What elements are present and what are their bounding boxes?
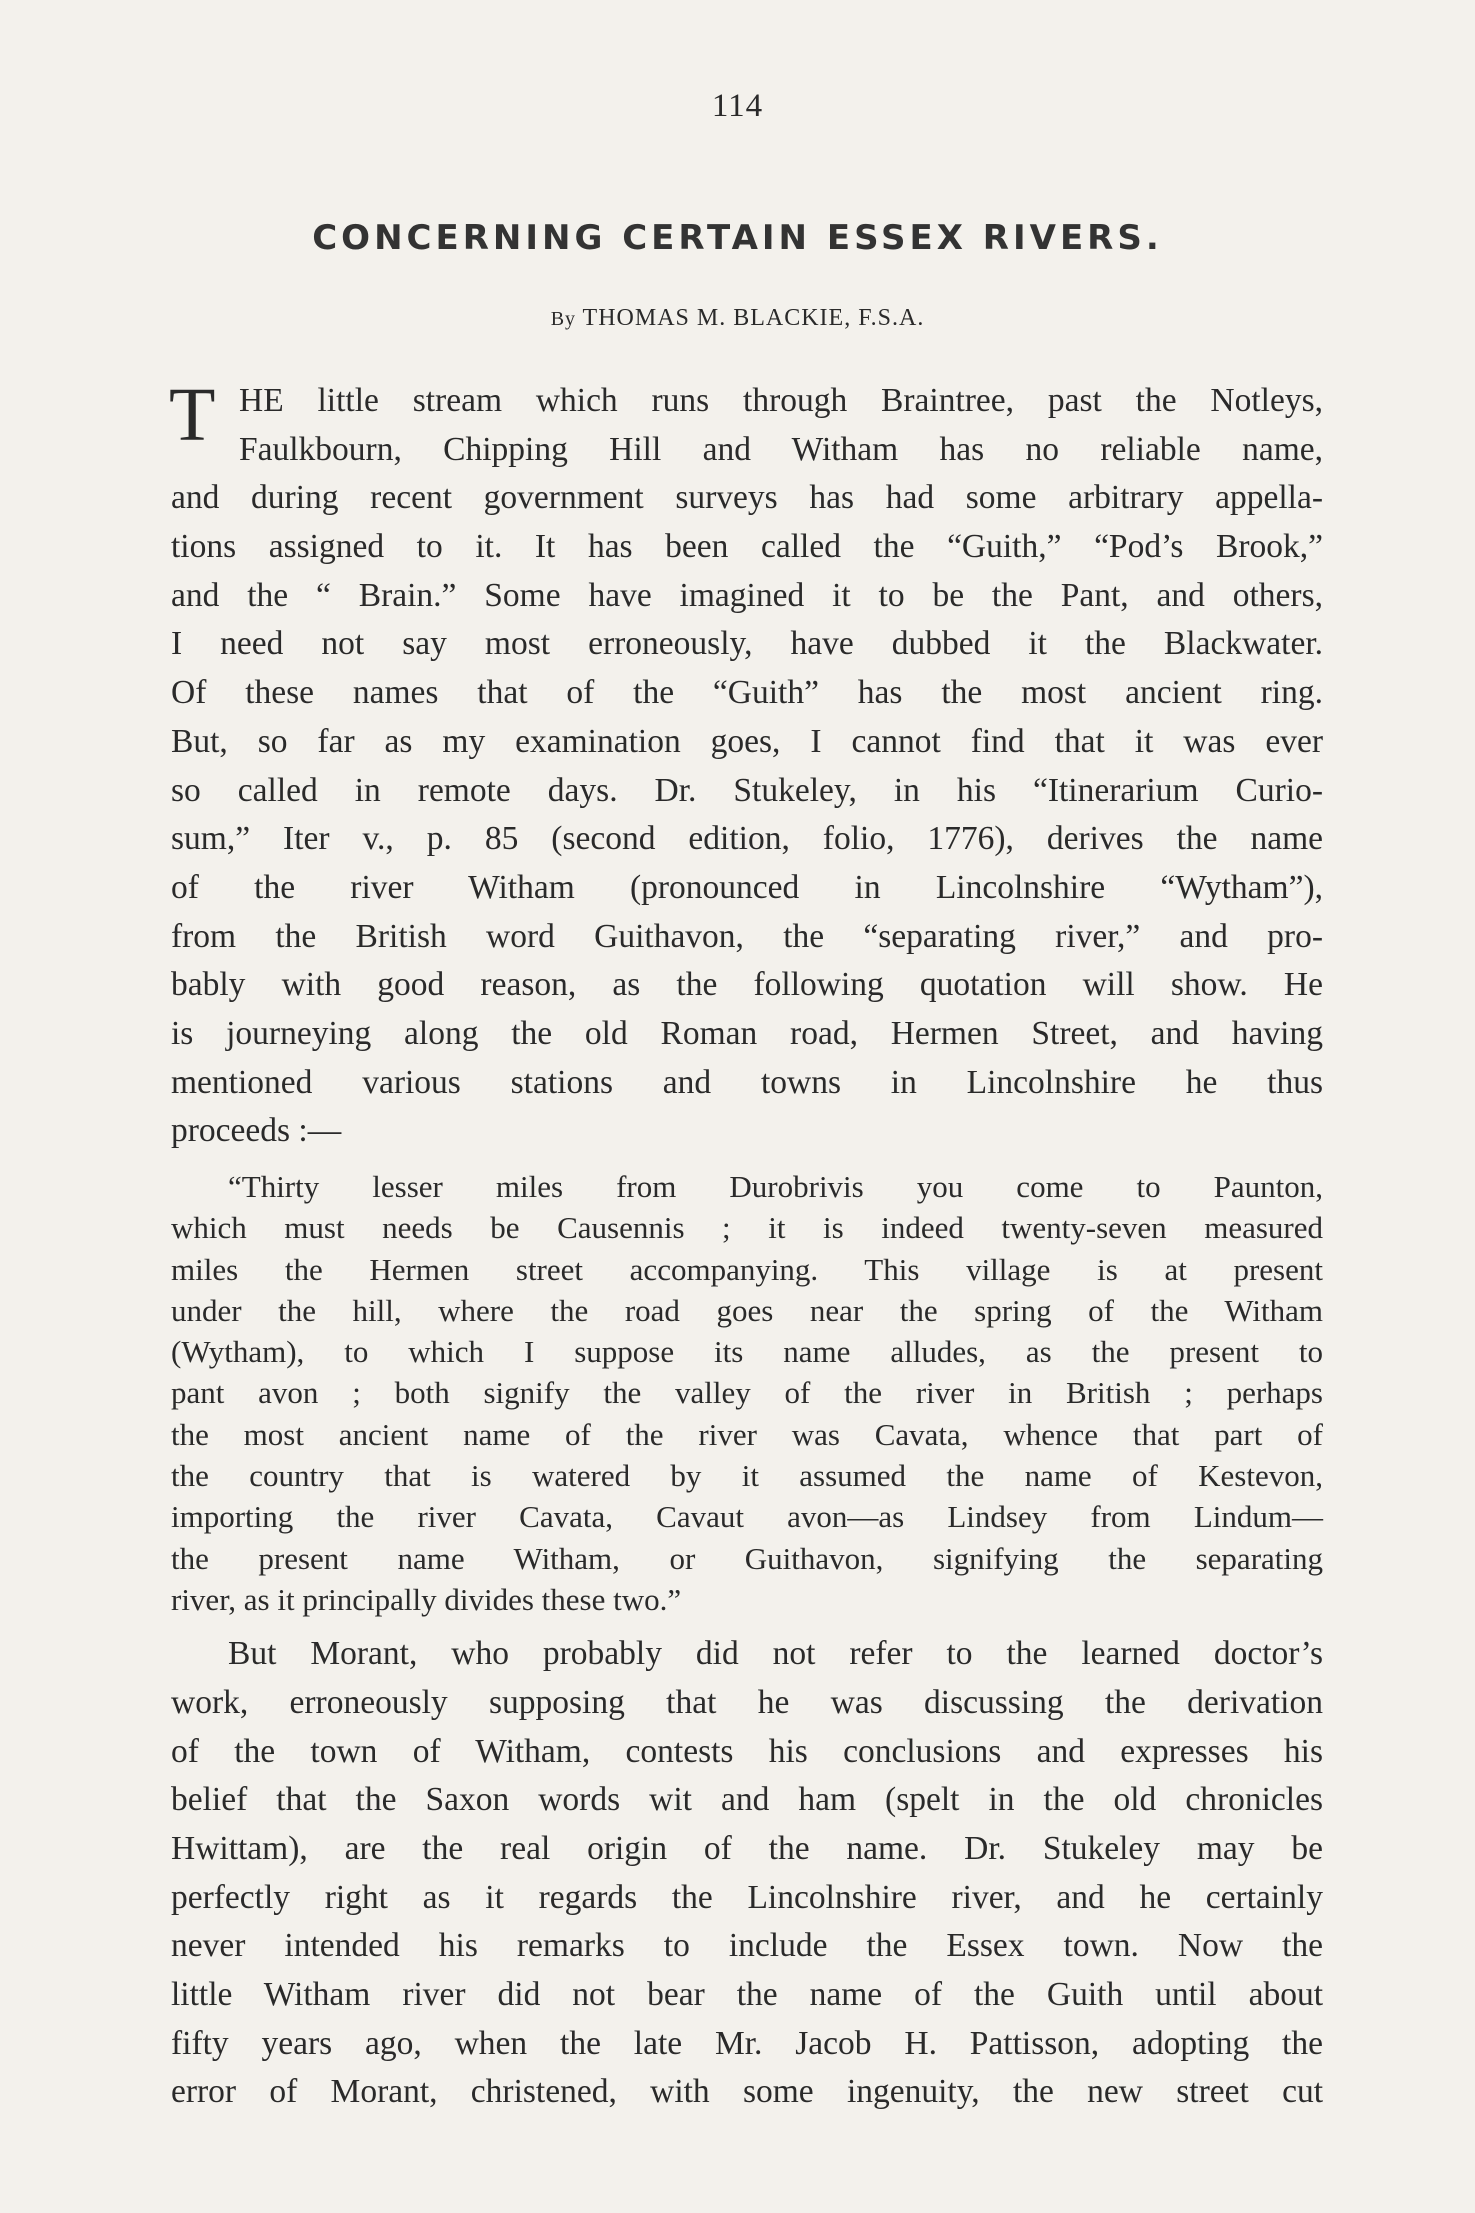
quote-line: which must needs be Causennis ; it is indeed twenty-seven measured xyxy=(171,1210,1323,1246)
text-line: HE little stream which runs through Braintree, past the Notleys, xyxy=(239,382,1323,419)
text-line: little Witham river did not bear the name of the Guith until about xyxy=(171,1976,1323,2014)
text-line: But, so far as my examination goes, I cannot find that it was ever xyxy=(171,722,1323,760)
text-line: belief that the Saxon words wit and ham (spelt in the old chronicles xyxy=(171,1781,1323,1819)
text-line: is journeying along the old Roman road, Hermen Street, and having xyxy=(171,1014,1323,1052)
byline-prefix: By xyxy=(550,308,577,330)
quote-line: under the hill, where the road goes near the spring of the Witham xyxy=(171,1292,1323,1328)
text-line: bably with good reason, as the following quotation will show. He xyxy=(171,966,1323,1004)
article-title: CONCERNING CERTAIN ESSEX RIVERS. xyxy=(312,218,1163,258)
text-line: of the town of Witham, contests his conclusions and expresses his xyxy=(171,1732,1323,1770)
text-line: Of these names that of the “Guith” has the most ancient ring. xyxy=(171,674,1323,712)
text-line: and during recent government surveys has had some arbitrary appella- xyxy=(171,479,1323,517)
quote-line: “Thirty lesser miles from Durobrivis you come to Paunton, xyxy=(228,1169,1323,1204)
quote-line: the present name Witham, or Guithavon, signifying the separating xyxy=(171,1540,1323,1576)
text-line: I need not say most erroneously, have dubbed it the Blackwater. xyxy=(171,625,1323,663)
byline-author: THOMAS M. BLACKIE, F.S.A. xyxy=(582,305,925,331)
byline xyxy=(0,305,1475,332)
quote-line: (Wytham), to which I suppose its name alludes, as the present to xyxy=(171,1334,1323,1370)
text-line: fifty years ago, when the late Mr. Jacob H. Pattisson, adopting the xyxy=(171,2024,1323,2062)
text-line: sum,” Iter v., p. 85 (second edition, folio, 1776), derives the name xyxy=(171,820,1323,858)
text-line: so called in remote days. Dr. Stukeley, in his “Itinerarium Curio- xyxy=(171,771,1323,809)
quote-line: pant avon ; both signify the valley of the river in British ; perhaps xyxy=(171,1375,1323,1411)
article-body xyxy=(169,373,1323,2117)
text-line: But Morant, who probably did not refer to the learned doctor’s xyxy=(228,1635,1323,1673)
drop-cap: T xyxy=(169,373,216,457)
text-line: and the “ Brain.” Some have imagined it to be the Pant, and others, xyxy=(171,576,1323,614)
quote-line: the most ancient name of the river was Cavata, whence that part of xyxy=(171,1416,1323,1452)
text-line: Faulkbourn, Chipping Hill and Witham has no reliable name, xyxy=(239,430,1323,468)
text-line: work, erroneously supposing that he was discussing the derivation xyxy=(171,1683,1323,1721)
quote-line: the country that is watered by it assumed the name of Kestevon, xyxy=(171,1458,1323,1494)
page-number: 114 xyxy=(711,88,764,124)
text-line: perfectly right as it regards the Lincolnshire river, and he certainly xyxy=(171,1878,1323,1916)
text-line: mentioned various stations and towns in Lincolnshire he thus xyxy=(171,1063,1323,1101)
quote-line: importing the river Cavata, Cavaut avon—as Lindsey from Lindum— xyxy=(171,1499,1323,1535)
block-quote xyxy=(171,1166,1323,1620)
text-line: proceeds :— xyxy=(171,1112,342,1150)
text-line: tions assigned to it. It has been called the “Guith,” “Pod’s Brook,” xyxy=(171,528,1323,566)
text-line: from the British word Guithavon, the “separating river,” and pro- xyxy=(171,917,1323,955)
text-line: of the river Witham (pronounced in Lincolnshire “Wytham”), xyxy=(171,868,1323,906)
text-line: Hwittam), are the real origin of the name. Dr. Stukeley may be xyxy=(171,1830,1323,1868)
paragraph-1 xyxy=(169,373,1323,1156)
text-line: error of Morant, christened, with some ingenuity, the new street cut xyxy=(171,2073,1323,2111)
paragraph-2 xyxy=(171,1630,1323,2117)
quote-line: river, as it principally divides these two.” xyxy=(171,1581,682,1617)
quote-line: miles the Hermen street accompanying. This village is at present xyxy=(171,1251,1323,1287)
text-line: never intended his remarks to include the Essex town. Now the xyxy=(171,1927,1323,1965)
